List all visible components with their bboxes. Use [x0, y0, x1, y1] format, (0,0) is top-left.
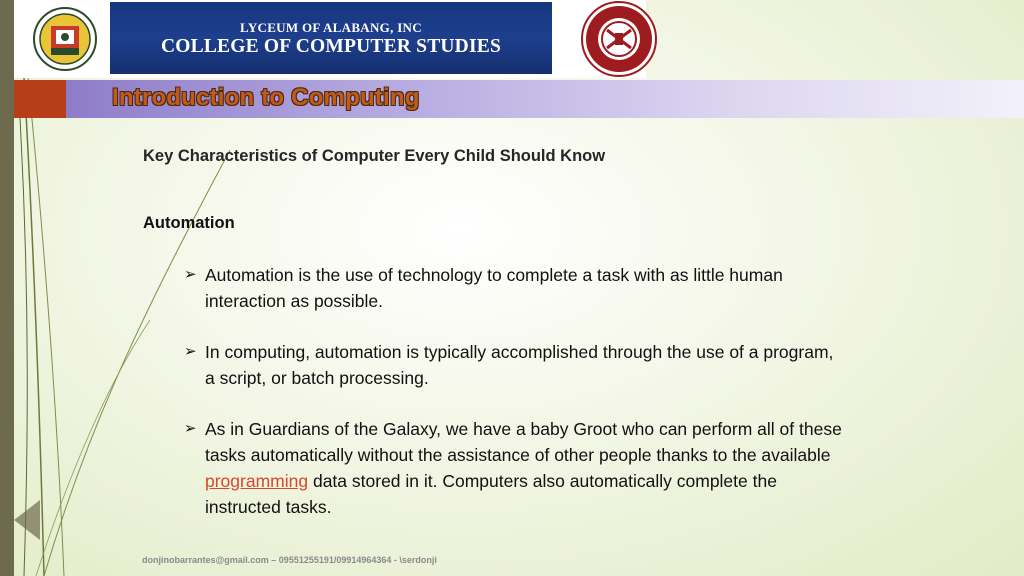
- programming-link[interactable]: programming: [205, 471, 309, 491]
- college-banner: [110, 2, 552, 74]
- arrow-bullet-icon: ➢: [184, 266, 197, 283]
- bullet-item: [184, 416, 844, 520]
- bullet-list: [184, 262, 844, 545]
- institution-name: LYCEUM OF ALABANG, INC: [240, 20, 422, 35]
- arrow-bullet-icon: ➢: [184, 343, 197, 360]
- arrow-bullet-icon: ➢: [184, 420, 197, 437]
- bullet-text: In computing, automation is typically accomplished through the use of a program, a script, or batch processing.: [205, 342, 834, 388]
- header-bar: [14, 0, 646, 78]
- bullet-text-after-link: data stored in it. Computers also automatically complete the instructed tasks.: [205, 471, 777, 517]
- bullet-text: Automation is the use of technology to complete a task with as little human interaction as possible.: [205, 265, 783, 311]
- left-accent-bar: [0, 0, 14, 576]
- bullet-item: [184, 339, 844, 391]
- lyceum-seal-icon: [32, 6, 98, 72]
- slide-title: Introduction to Computing: [112, 84, 420, 111]
- ccs-seal-icon: [580, 0, 658, 78]
- section-heading: Automation: [143, 214, 235, 232]
- slide-subtitle: Key Characteristics of Computer Every Child Should Know: [143, 147, 606, 165]
- bullet-text-before-link: As in Guardians of the Galaxy, we have a baby Groot who can perform all of these tasks automatically without the assistance of other people thanks to the available: [205, 419, 842, 465]
- bullet-item: [184, 262, 844, 314]
- department-name: COLLEGE OF COMPUTER STUDIES: [160, 36, 502, 57]
- footer-contact: donjinobarrantes@gmail.com – 09551255191/09914964364 - \serdonji: [142, 555, 437, 565]
